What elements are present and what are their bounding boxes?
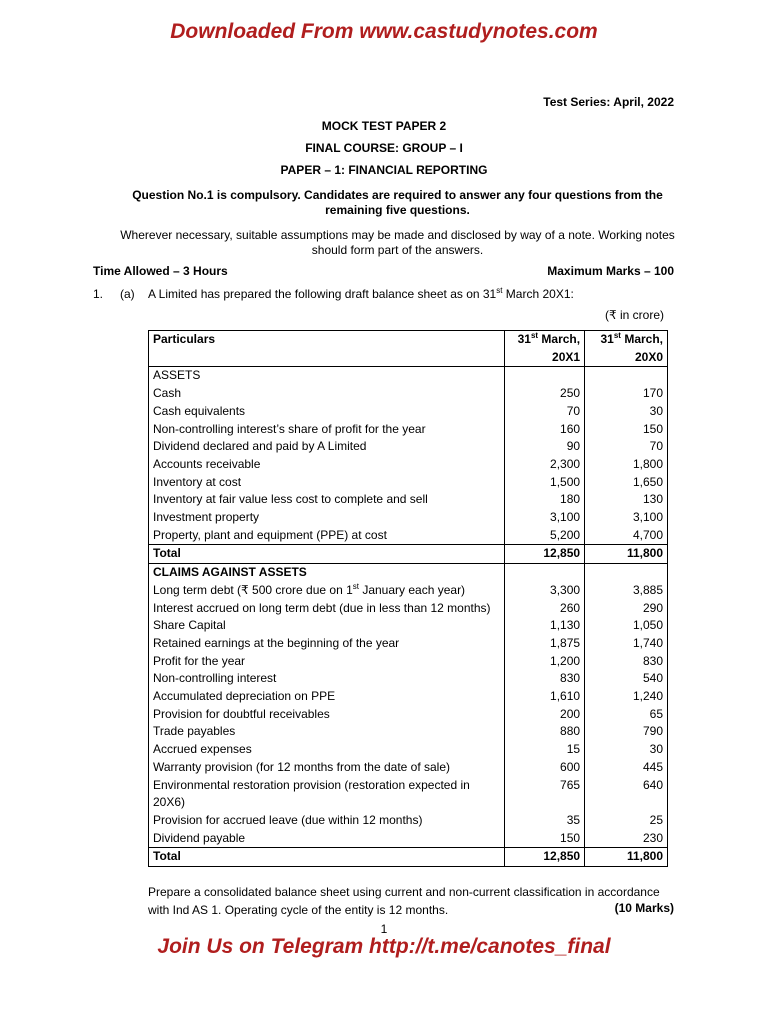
question-part: (a) [120, 287, 135, 301]
table-row [149, 421, 668, 439]
row-label: Inventory at fair value less cost to complete and sell [149, 491, 505, 509]
time-allowed: Time Allowed – 3 Hours [93, 264, 228, 278]
table-row [149, 741, 668, 759]
row-value-20x1: 1,875 [505, 635, 585, 653]
row-value-20x0: 640 [585, 777, 668, 812]
page-number: 1 [380, 922, 388, 936]
assets-heading-row [149, 367, 668, 385]
row-value-20x0: 130 [585, 491, 668, 509]
row-label: Accumulated depreciation on PPE [149, 688, 505, 706]
row-label: Interest accrued on long term debt (due in less than 12 months) [149, 600, 505, 618]
claims-section [149, 564, 668, 848]
table-row [149, 617, 668, 635]
header-particulars: Particulars [149, 331, 505, 367]
row-value-20x1: 1,500 [505, 474, 585, 492]
row-value-20x1: 2,300 [505, 456, 585, 474]
table-row [149, 812, 668, 830]
row-label: Accrued expenses [149, 741, 505, 759]
row-value-20x0: 3,885 [585, 582, 668, 600]
row-value-20x0: 4,700 [585, 527, 668, 545]
table-row [149, 635, 668, 653]
maximum-marks: Maximum Marks – 100 [547, 264, 674, 278]
assets-total-label: Total [149, 545, 505, 564]
question-text: A Limited has prepared the following draft balance sheet as on 31st March 20X1: [148, 286, 574, 301]
table-row [149, 653, 668, 671]
row-value-20x0: 1,050 [585, 617, 668, 635]
table-row [149, 759, 668, 777]
unit-label: (₹ in crore) [605, 308, 664, 322]
row-label: Provision for doubtful receivables [149, 706, 505, 724]
table-row [149, 474, 668, 492]
assets-section [149, 367, 668, 545]
claims-total-label: Total [149, 848, 505, 867]
row-value-20x0: 1,800 [585, 456, 668, 474]
table-row [149, 723, 668, 741]
row-value-20x1: 260 [505, 600, 585, 618]
row-value-20x1: 1,200 [505, 653, 585, 671]
table-row [149, 509, 668, 527]
table-row [149, 600, 668, 618]
table-row [149, 582, 668, 600]
row-label: Accounts receivable [149, 456, 505, 474]
row-label: Trade payables [149, 723, 505, 741]
claims-heading-row [149, 564, 668, 582]
paper-title: PAPER – 1: FINANCIAL REPORTING [280, 163, 488, 177]
row-value-20x1: 70 [505, 403, 585, 421]
table-row [149, 670, 668, 688]
row-label: Retained earnings at the beginning of the year [149, 635, 505, 653]
row-value-20x0: 70 [585, 438, 668, 456]
row-value-20x1: 150 [505, 830, 585, 848]
row-value-20x0: 25 [585, 812, 668, 830]
row-label: Non-controlling interest’s share of profit for the year [149, 421, 505, 439]
row-label: Cash equivalents [149, 403, 505, 421]
table-row [149, 527, 668, 545]
bottom-banner: Join Us on Telegram http://t.me/canotes_final [157, 935, 611, 958]
row-label: Warranty provision (for 12 months from the date of sale) [149, 759, 505, 777]
row-label: Provision for accrued leave (due within 12 months) [149, 812, 505, 830]
course-title: FINAL COURSE: GROUP – I [305, 141, 463, 155]
assumption-instruction: Wherever necessary, suitable assumptions may be made and disclosed by way of a note. Working notes should form part of the answers. [120, 228, 675, 257]
row-value-20x0: 30 [585, 403, 668, 421]
header-20x1: 31st March, 20X1 [505, 331, 585, 367]
row-value-20x1: 1,610 [505, 688, 585, 706]
row-value-20x1: 880 [505, 723, 585, 741]
compulsory-instruction: Question No.1 is compulsory. Candidates are required to answer any four questions from the remaining five questions. [132, 188, 663, 217]
row-value-20x1: 1,130 [505, 617, 585, 635]
row-value-20x0: 1,740 [585, 635, 668, 653]
row-value-20x1: 200 [505, 706, 585, 724]
row-value-20x0: 65 [585, 706, 668, 724]
row-label: Share Capital [149, 617, 505, 635]
row-value-20x1: 160 [505, 421, 585, 439]
row-value-20x0: 3,100 [585, 509, 668, 527]
row-value-20x0: 30 [585, 741, 668, 759]
table-row [149, 706, 668, 724]
row-label: Profit for the year [149, 653, 505, 671]
row-label: Non-controlling interest [149, 670, 505, 688]
row-value-20x0: 290 [585, 600, 668, 618]
row-value-20x0: 170 [585, 385, 668, 403]
row-value-20x1: 600 [505, 759, 585, 777]
table-header-row [149, 331, 668, 367]
claims-total-row [149, 848, 668, 867]
test-series-label: Test Series: April, 2022 [543, 95, 674, 109]
table-row [149, 688, 668, 706]
row-value-20x0: 830 [585, 653, 668, 671]
row-value-20x1: 830 [505, 670, 585, 688]
row-label: Dividend declared and paid by A Limited [149, 438, 505, 456]
row-value-20x1: 765 [505, 777, 585, 812]
claims-total-20x0: 11,800 [585, 848, 668, 867]
closing-marks: (10 Marks) [614, 901, 674, 915]
table-row [149, 777, 668, 812]
closing-instruction: Prepare a consolidated balance sheet using current and non-current classification in accordance with Ind AS 1. Operating cycle of the entity is 12 months. [148, 885, 660, 917]
claims-heading: CLAIMS AGAINST ASSETS [149, 564, 505, 582]
row-value-20x0: 540 [585, 670, 668, 688]
row-value-20x1: 35 [505, 812, 585, 830]
row-label: Environmental restoration provision (restoration expected in 20X6) [149, 777, 505, 812]
row-value-20x0: 1,240 [585, 688, 668, 706]
row-label: Property, plant and equipment (PPE) at cost [149, 527, 505, 545]
row-value-20x1: 3,300 [505, 582, 585, 600]
row-label: Investment property [149, 509, 505, 527]
table-row [149, 456, 668, 474]
top-banner: Downloaded From www.castudynotes.com [170, 20, 598, 43]
row-label: Inventory at cost [149, 474, 505, 492]
row-value-20x1: 250 [505, 385, 585, 403]
row-label: Dividend payable [149, 830, 505, 848]
claims-total-20x1: 12,850 [505, 848, 585, 867]
assets-total-20x0: 11,800 [585, 545, 668, 564]
balance-sheet-table [148, 330, 668, 867]
row-value-20x1: 3,100 [505, 509, 585, 527]
row-value-20x0: 230 [585, 830, 668, 848]
row-value-20x1: 180 [505, 491, 585, 509]
table-row [149, 438, 668, 456]
row-value-20x0: 445 [585, 759, 668, 777]
row-value-20x0: 790 [585, 723, 668, 741]
assets-total-20x1: 12,850 [505, 545, 585, 564]
question-number: 1. [93, 287, 104, 301]
table-row [149, 403, 668, 421]
row-value-20x1: 15 [505, 741, 585, 759]
row-value-20x0: 150 [585, 421, 668, 439]
table-row [149, 830, 668, 848]
assets-heading: ASSETS [149, 367, 505, 385]
table-row [149, 385, 668, 403]
assets-total-row [149, 545, 668, 564]
row-value-20x1: 90 [505, 438, 585, 456]
header-20x0: 31st March, 20X0 [585, 331, 668, 367]
row-value-20x1: 5,200 [505, 527, 585, 545]
row-label: Cash [149, 385, 505, 403]
row-label: Long term debt (₹ 500 crore due on 1st January each year) [149, 582, 505, 600]
mock-test-title: MOCK TEST PAPER 2 [321, 119, 447, 133]
row-value-20x0: 1,650 [585, 474, 668, 492]
table-row [149, 491, 668, 509]
